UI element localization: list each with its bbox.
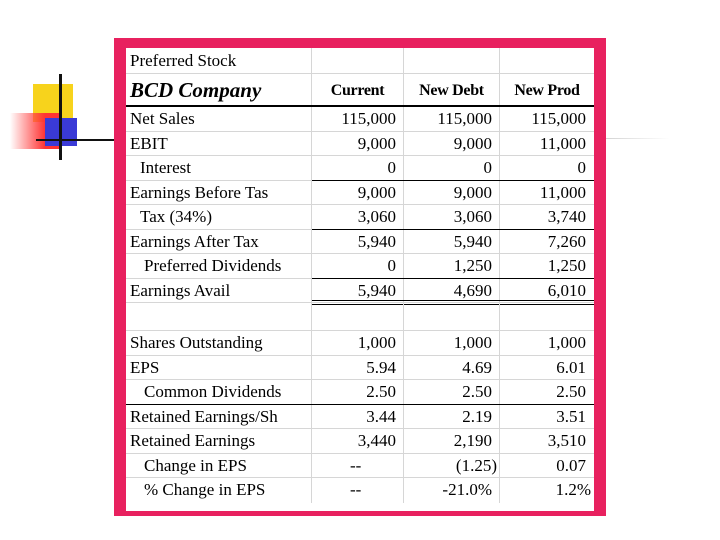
value-current: 3.44	[312, 405, 404, 429]
row-label: % Change in EPS	[126, 478, 312, 503]
value-new-debt: 0	[404, 156, 500, 180]
table-row	[126, 356, 594, 381]
row-label: Common Dividends	[126, 380, 312, 404]
table-row	[126, 205, 594, 230]
row-label: Preferred Dividends	[126, 254, 312, 278]
decor-horizontal-line	[36, 139, 118, 141]
value-current: 1,000	[312, 331, 404, 355]
column-header-new-debt: New Debt	[404, 74, 500, 105]
value-new-prod: 0	[577, 158, 586, 177]
value-new-debt: 9,000	[404, 181, 500, 205]
table-row	[126, 429, 594, 454]
row-label: Net Sales	[126, 107, 312, 131]
header-row	[126, 74, 594, 107]
decor-vertical-line	[59, 74, 62, 160]
value-new-prod: 11,000	[539, 133, 586, 153]
row-label: Retained Earnings/Sh	[126, 405, 312, 429]
value-new-debt: 1,250	[404, 254, 500, 278]
value-current: 115,000	[312, 107, 404, 131]
row-label: Retained Earnings	[126, 429, 312, 453]
decor-fade-line	[600, 138, 670, 139]
value-new-debt: 5,940	[404, 230, 500, 254]
row-label: Shares Outstanding	[126, 331, 312, 355]
value-new-debt: 2.50	[404, 380, 500, 404]
row-label: Change in EPS	[126, 454, 312, 478]
value-current: --	[312, 478, 404, 503]
value-new-debt: -21.0%	[404, 478, 500, 503]
table-row	[126, 132, 594, 157]
column-header-current: Current	[312, 74, 404, 105]
row-label: Tax (34%)	[126, 205, 312, 229]
caption-cell: Preferred Stock	[126, 48, 312, 73]
table-row	[126, 156, 594, 181]
value-new-prod: 2.50	[556, 382, 586, 401]
value-new-debt: 2,190	[404, 429, 500, 453]
value-current: 9,000	[312, 181, 404, 205]
row-label: Earnings Before Tas	[126, 181, 312, 205]
row-label: Interest	[126, 156, 312, 180]
table-row	[126, 380, 594, 405]
value-new-prod: 0.07	[556, 455, 586, 475]
value-new-prod: 115,000	[531, 109, 586, 128]
column-header-new-prod: New Prod	[514, 82, 580, 99]
value-current: --	[312, 454, 404, 478]
spacer-row	[126, 303, 594, 331]
company-name: BCD Company	[126, 74, 312, 105]
value-new-prod: 1,250	[547, 256, 586, 275]
table-row	[126, 405, 594, 430]
value-current: 3,060	[312, 205, 404, 229]
value-current: 2.50	[312, 380, 404, 404]
table-row	[126, 478, 594, 503]
spreadsheet-frame	[114, 38, 606, 516]
table-row	[126, 254, 594, 279]
value-current: 0	[312, 156, 404, 180]
table-row	[126, 107, 594, 132]
value-current: 0	[312, 254, 404, 278]
table-row	[126, 454, 594, 479]
caption-row	[126, 48, 594, 74]
value-new-prod: 6,010	[547, 280, 586, 300]
value-new-debt: 4,690	[404, 279, 500, 303]
table-row	[126, 279, 594, 304]
value-new-prod: 6.01	[556, 357, 586, 377]
value-current: 3,440	[312, 429, 404, 453]
value-new-prod: 3,510	[547, 431, 586, 450]
value-new-prod: 3,740	[547, 207, 586, 226]
table-row	[126, 331, 594, 356]
row-label: Earnings After Tax	[126, 230, 312, 254]
row-label: EBIT	[126, 132, 312, 156]
spreadsheet	[126, 48, 594, 511]
value-new-prod: 3.51	[556, 406, 586, 426]
row-label: Earnings Avail	[126, 279, 312, 303]
value-new-debt: 4.69	[404, 356, 500, 380]
value-new-prod: 7,260	[547, 231, 586, 251]
table-row	[126, 230, 594, 255]
value-new-prod: 1.2%	[555, 480, 591, 499]
row-label: EPS	[126, 356, 312, 380]
value-current: 9,000	[312, 132, 404, 156]
value-new-debt: 115,000	[404, 107, 500, 131]
value-new-debt: 9,000	[404, 132, 500, 156]
value-current: 5,940	[312, 230, 404, 254]
value-new-debt: (1.25)	[404, 454, 500, 478]
table-row	[126, 181, 594, 206]
value-new-debt: 3,060	[404, 205, 500, 229]
value-new-prod: 11,000	[539, 182, 586, 202]
value-current: 5.94	[312, 356, 404, 380]
value-current: 5,940	[312, 279, 404, 303]
value-new-prod: 1,000	[547, 333, 586, 352]
value-new-debt: 2.19	[404, 405, 500, 429]
value-new-debt: 1,000	[404, 331, 500, 355]
